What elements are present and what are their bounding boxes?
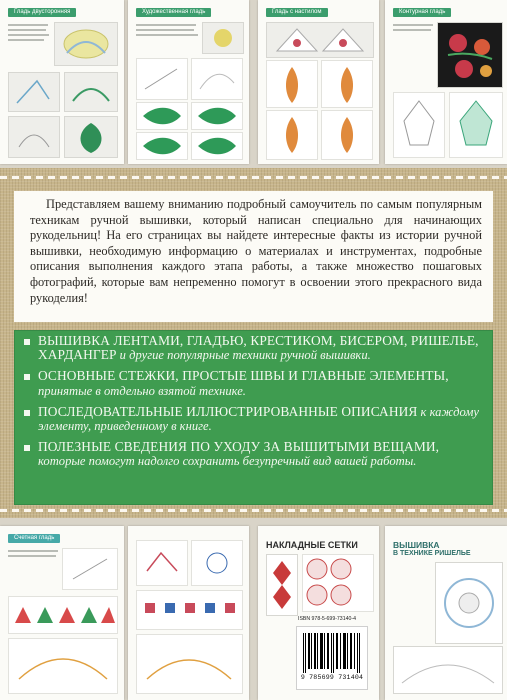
stitch-line [0,509,507,512]
step-photo [136,634,243,694]
barcode-number: 9 785699 731404 [300,674,364,681]
isbn-label: ISBN 978-5-699-73140-4 [298,616,356,622]
barcode-bars [303,633,361,673]
step-photo [136,540,188,586]
page-preview-1 [0,0,124,164]
top-page-spread [0,0,507,168]
bottom-page-spread [0,518,507,700]
page-title: НАКЛАДНЫЕ СЕТКИ [266,540,358,550]
page-header: Гладь двусторонняя [8,8,76,17]
leaf-step [321,110,373,160]
step-photo [8,72,60,112]
feature-item: ПОЛЕЗНЫЕ СВЕДЕНИЯ ПО УХОДУ ЗА ВЫШИТЫМИ ВЕЩАМИ, которые помогут надолго сохранить безупречный вид вашей работы. [24,440,484,468]
page-preview-5 [0,526,124,700]
leaf-step [136,58,188,100]
step-photo [62,548,118,590]
embroidery-photo [54,22,118,66]
step-photo [64,116,118,158]
grid-samples [302,554,374,612]
leaf-step [393,92,445,158]
feature-item: ОСНОВНЫЕ СТЕЖКИ, ПРОСТЫЕ ШВЫ И ГЛАВНЫЕ ЭЛЕМЕНТЫ, принятые в отдельно взятой технике. [24,369,484,397]
step-photo [191,540,243,586]
leaf-step [321,60,373,108]
page-preview-8 [385,526,507,700]
page-header: Контурная гладь [393,8,451,17]
leaf-step [136,102,188,130]
page-header: Художественная гладь [136,8,211,17]
feature-item: ВЫШИВКА ЛЕНТАМИ, ГЛАДЬЮ, КРЕСТИКОМ, БИСЕРОМ, РИШЕЛЬЕ, ХАРДАНГЕР и другие популярные техники ручной вышивки. [24,334,484,362]
page-preview-3 [258,0,379,164]
intro-text: Представляем вашему вниманию подробный самоучитель по самым популярным техникам ручной вышивки, который написан специально для начинающих рукодельниц! На его страницах вы найдете интересные факты из истории ручной вышивки, необходимую информацию о материалах и инструментах, подробные описания выполнения каждого этапа работы, а также множество пошаговых фотографий, которые вам непременно помогут в освоении этого прекрасного вида рукоделия! [30,197,482,305]
page-subtitle: В ТЕХНИКЕ РИШЕЛЬЕ [393,550,471,557]
leaf-step [191,58,243,100]
pattern-strip [8,596,118,634]
leaf-step [266,110,318,160]
leaf-step [449,92,503,158]
embroidery-photo [437,22,503,88]
step-photo [8,116,60,158]
embroidery-photo [393,646,503,694]
page-preview-6 [128,526,249,700]
page-header: Счетная гладь [8,534,60,543]
embroidery-photo [435,562,503,644]
barcode [296,626,368,690]
features-list [24,334,484,476]
leaf-step [266,60,318,108]
leaf-step [191,102,243,130]
stitch-line [0,176,507,179]
leaf-step [191,132,243,160]
leaf-step [136,132,188,160]
feature-item: ПОСЛЕДОВАТЕЛЬНЫЕ ИЛЛЮСТРИРОВАННЫЕ ОПИСАНИЯ к каждому элементу, приведенному в книге. [24,405,484,433]
page-header: Гладь с настилом [266,8,328,17]
page-preview-2 [128,0,249,164]
step-photo [8,638,118,694]
pattern-strip [136,590,243,630]
page-title: ВЫШИВКА [393,540,440,550]
embroidery-photo [202,22,244,54]
step-photo [64,72,118,112]
embroidery-photo [266,22,374,58]
embroidery-photo [266,554,298,616]
page-preview-4 [385,0,507,164]
